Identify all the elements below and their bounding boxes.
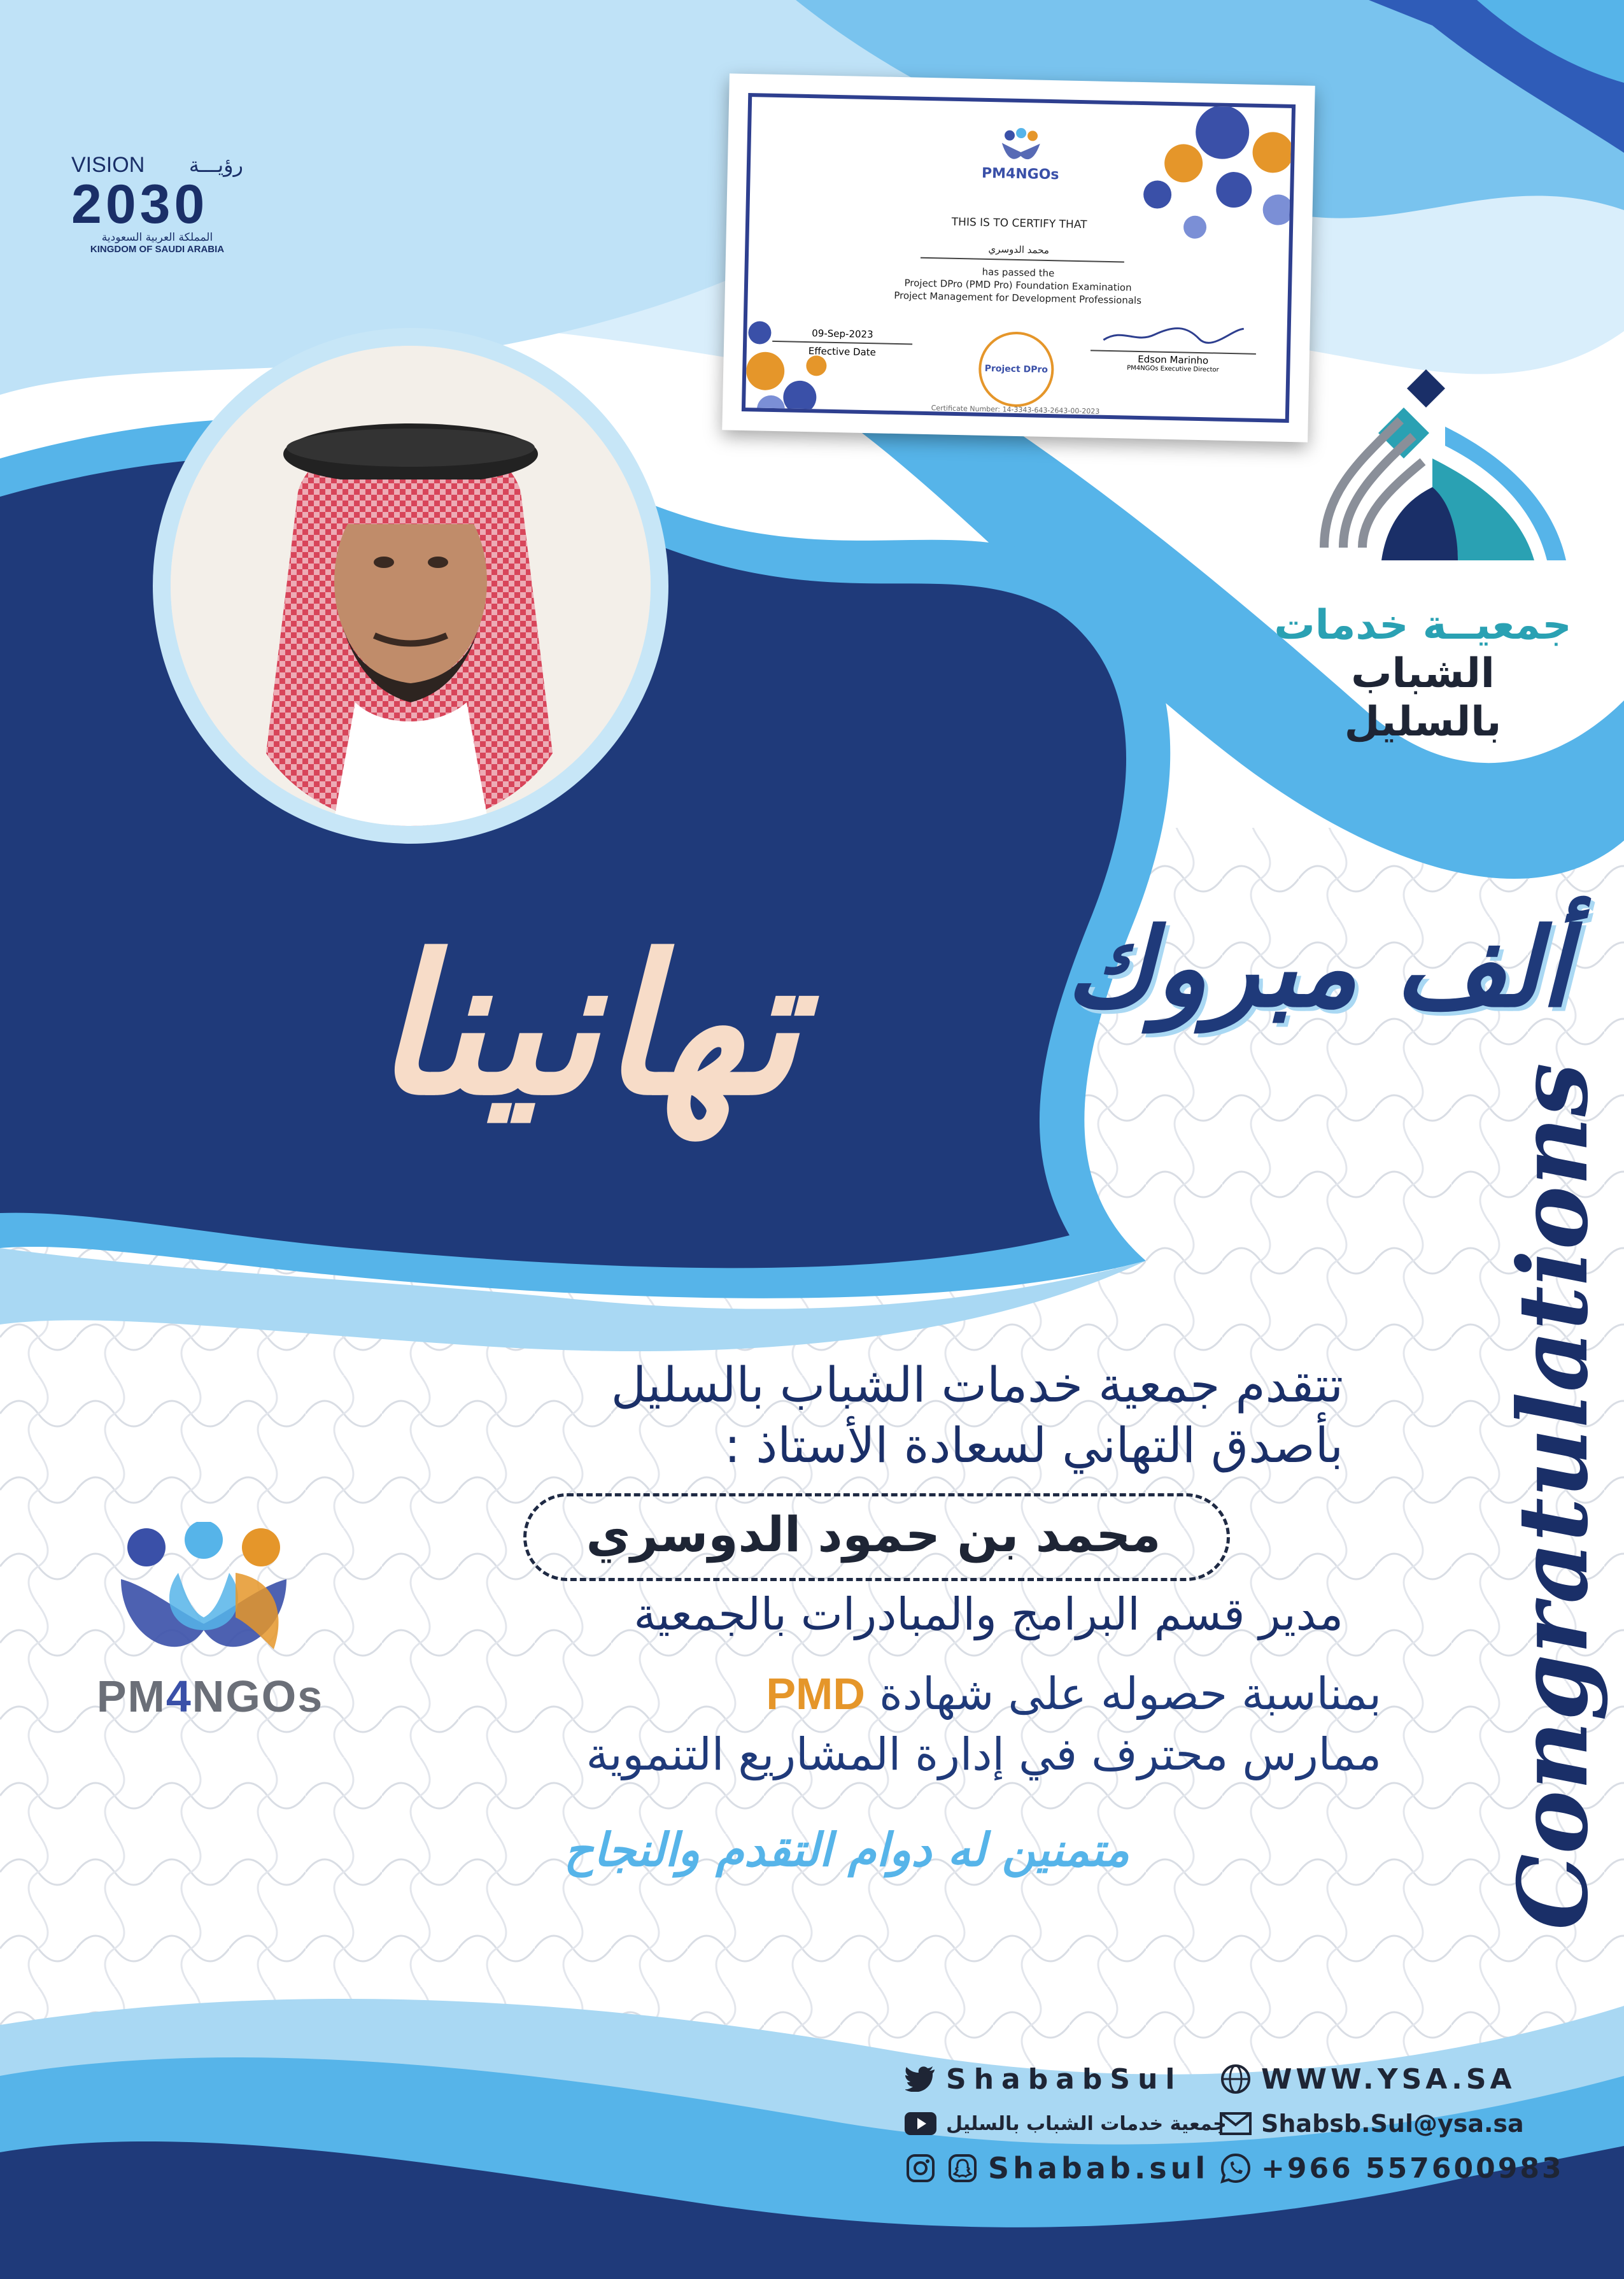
vision-title-en: VISION	[71, 153, 145, 177]
vision-year: 2030	[71, 174, 209, 235]
whatsapp-icon	[1219, 2152, 1252, 2185]
certificate-badge-text: Project DPro	[984, 363, 1049, 376]
certificate-program: Project Management for Development Professionals	[894, 289, 1142, 307]
contact-website[interactable]	[1219, 2060, 1516, 2098]
occasion-line2: ممارس محترف في إدارة المشاريع التنموية	[586, 1728, 1381, 1780]
pm4ngos-4: 4	[166, 1672, 192, 1721]
globe-icon	[1219, 2062, 1252, 2096]
avatar	[171, 346, 651, 826]
contact-phone[interactable]	[1219, 2149, 1564, 2187]
snapchat-icon	[946, 2152, 979, 2185]
certificate-date-block	[772, 327, 913, 359]
pm4ngos-small-icon	[995, 127, 1047, 164]
youtube-channel: جمعية خدمات الشباب بالسليل	[946, 2112, 1227, 2135]
contact-social[interactable]	[904, 2149, 1209, 2187]
wish-calligraphy: متمنين له دوام التقدم والنجاح	[563, 1822, 1130, 1877]
pm4ngos-ngos: NGOs	[192, 1672, 324, 1721]
vision-title-ar: رؤيـــة	[188, 153, 243, 177]
occasion-code: PMD	[766, 1669, 865, 1719]
vision-country-ar: المملكة العربية السعودية	[101, 231, 213, 244]
certificate-holder: محمد الدوسري	[988, 243, 1050, 257]
twitter-handle: ShababSul	[946, 2062, 1183, 2096]
honoree-name: محمد بن حمود الدوسري	[586, 1506, 1161, 1563]
org-logo-mark	[1267, 357, 1579, 599]
org-logo	[1267, 357, 1579, 746]
pm4ngos-logo	[89, 1522, 331, 1738]
vision-2030-logo	[71, 153, 262, 267]
certificate-brand	[751, 122, 1292, 188]
pm4ngos-icon	[108, 1522, 299, 1668]
certificate-signer-title: PM4NGOs Executive Director	[1127, 364, 1219, 374]
message-line1: تتقدم جمعية خدمات الشباب بالسليل	[611, 1356, 1343, 1413]
org-logo-line2: الشباب بالسليل	[1344, 650, 1502, 746]
tahanina-calligraphy: تهانينا	[372, 912, 799, 1137]
social-handle: Shabab.sul	[988, 2151, 1210, 2185]
certificate-signature-block	[1090, 320, 1257, 374]
pm4ngos-pm: PM	[96, 1672, 166, 1721]
certificate-number: Certificate Number: 14-3343-643-2643-00-2023	[931, 404, 1100, 416]
org-logo-line1: جمعيــة خدمات	[1274, 602, 1572, 649]
message-line2: بأصدق التهاني لسعادة الأستاذ :	[724, 1417, 1343, 1473]
contact-youtube[interactable]	[904, 2105, 1227, 2143]
certificate-exam: Project DPro (PMD Pro) Foundation Examination	[904, 277, 1132, 294]
website-url: WWW.YSA.SA	[1261, 2062, 1516, 2096]
twitter-icon	[904, 2062, 937, 2096]
alf-mabrook-calligraphy: ألف مبروك	[1065, 904, 1571, 1032]
email-icon	[1219, 2107, 1252, 2140]
email-address: Shabsb.Sul@ysa.sa	[1261, 2110, 1524, 2138]
certificate-image	[722, 73, 1315, 442]
honoree-position: مدير قسم البرامج والمبادرات بالجمعية	[633, 1588, 1343, 1640]
occasion-line1	[382, 1665, 1381, 1722]
vision-country-en: KINGDOM OF SAUDI ARABIA	[90, 244, 225, 255]
certificate-certify: THIS IS TO CERTIFY THAT	[951, 215, 1087, 232]
instagram-icon	[904, 2152, 937, 2185]
congratulations-calligraphy	[1458, 1063, 1624, 1930]
signature-icon	[1097, 321, 1250, 350]
contact-email[interactable]	[1219, 2105, 1524, 2143]
person-portrait-icon	[171, 346, 651, 826]
phone-number: +966 557600983	[1261, 2152, 1564, 2185]
occasion-prefix: بمناسبة حصوله على شهادة	[879, 1668, 1381, 1720]
certificate-passed: has passed the	[982, 266, 1055, 280]
certificate-signer: Edson Marinho	[1138, 353, 1209, 367]
congratulations-text: Congratulations	[1497, 1063, 1609, 1930]
youtube-icon	[904, 2107, 937, 2140]
contact-twitter[interactable]	[904, 2060, 1182, 2098]
certificate-date-label: Effective Date	[808, 345, 877, 359]
certificate-date: 09-Sep-2023	[812, 327, 873, 341]
certificate-brand-text: PM4NGOs	[981, 165, 1059, 183]
